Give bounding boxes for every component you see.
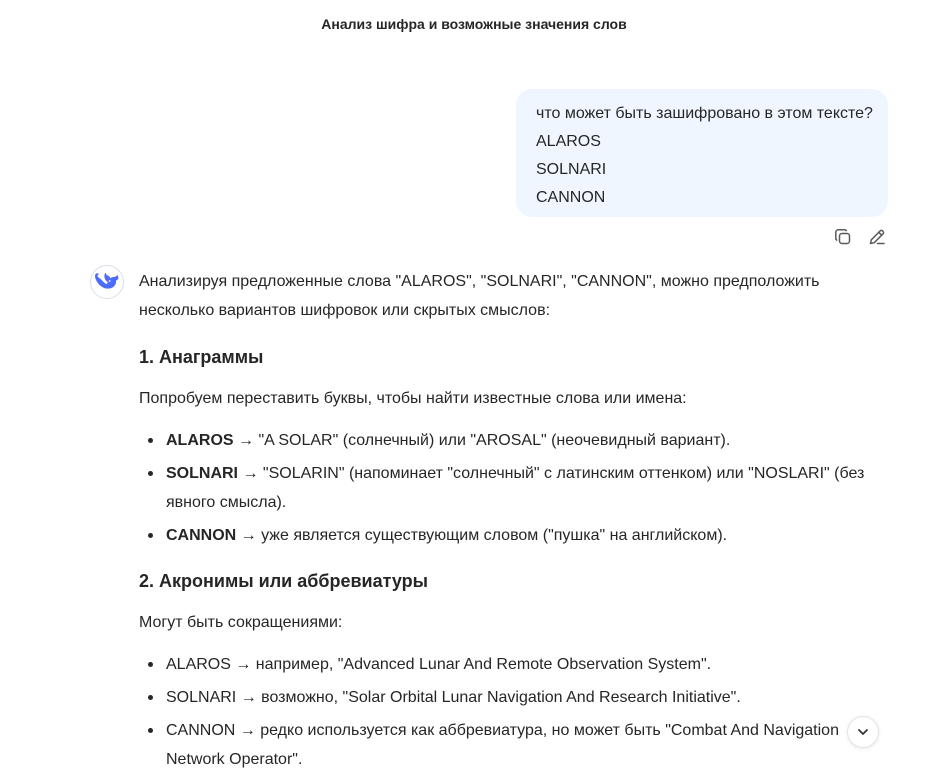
copy-button[interactable]: [832, 226, 854, 248]
scroll-to-bottom-button[interactable]: [847, 716, 879, 748]
acronym-list: [139, 650, 859, 778]
section-heading-acronyms: 2. Акронимы или аббревиатуры: [139, 571, 429, 591]
user-message-bubble: [516, 89, 888, 217]
user-message-line: CANNON: [536, 189, 606, 206]
list-item-term: CANNON: [166, 527, 237, 544]
section-text-anagrams: Попробуем переставить буквы, чтобы найти известные слова или имена:: [139, 390, 687, 407]
section-heading-anagrams: 1. Анаграммы: [139, 347, 264, 367]
copy-icon: [833, 227, 853, 247]
message-actions: [832, 226, 888, 248]
edit-button[interactable]: [866, 226, 888, 248]
list-item-term: ALAROS: [166, 432, 234, 449]
list-item: [139, 426, 894, 455]
user-message-line: SOLNARI: [536, 161, 607, 178]
list-item-text: → "A SOLAR" (солнечный) или "AROSAL" (неочевидный вариант).: [233, 432, 731, 449]
list-item-term: SOLNARI: [166, 465, 238, 482]
assistant-message: [139, 266, 894, 768]
user-message-line: ALAROS: [536, 133, 601, 150]
chevron-down-icon: [856, 725, 870, 739]
assistant-intro-paragraph: Анализируя предложенные слова "ALAROS", "SOLNARI", "CANNON", можно предположить несколько вариантов шифровок или скрытых смыслов:: [139, 273, 820, 319]
list-item-text: → уже является существующим словом ("пушка" на английском).: [236, 527, 728, 544]
chat-title: Анализ шифра и возможные значения слов: [321, 16, 627, 32]
edit-icon: [867, 227, 887, 247]
list-item: ALAROS → например, "Advanced Lunar And Remote Observation System".: [139, 650, 859, 679]
whale-logo-icon: [95, 272, 119, 292]
list-item-text: → "SOLARIN" (напоминает "солнечный" с латинским оттенком) или "NOSLARI" (без явного смысла).: [166, 465, 865, 511]
list-item: [139, 459, 894, 517]
user-message-line: что может быть зашифровано в этом тексте?: [536, 105, 873, 122]
assistant-avatar: [90, 265, 124, 299]
list-item: [139, 521, 894, 550]
list-item: CANNON → редко используется как аббревиатура, но может быть "Combat And Navigation Network Operator".: [139, 716, 859, 774]
section-text-acronyms: Могут быть сокращениями:: [139, 614, 343, 631]
list-item: SOLNARI → возможно, "Solar Orbital Lunar Navigation And Research Initiative".: [139, 683, 859, 712]
anagram-list: [139, 426, 894, 554]
